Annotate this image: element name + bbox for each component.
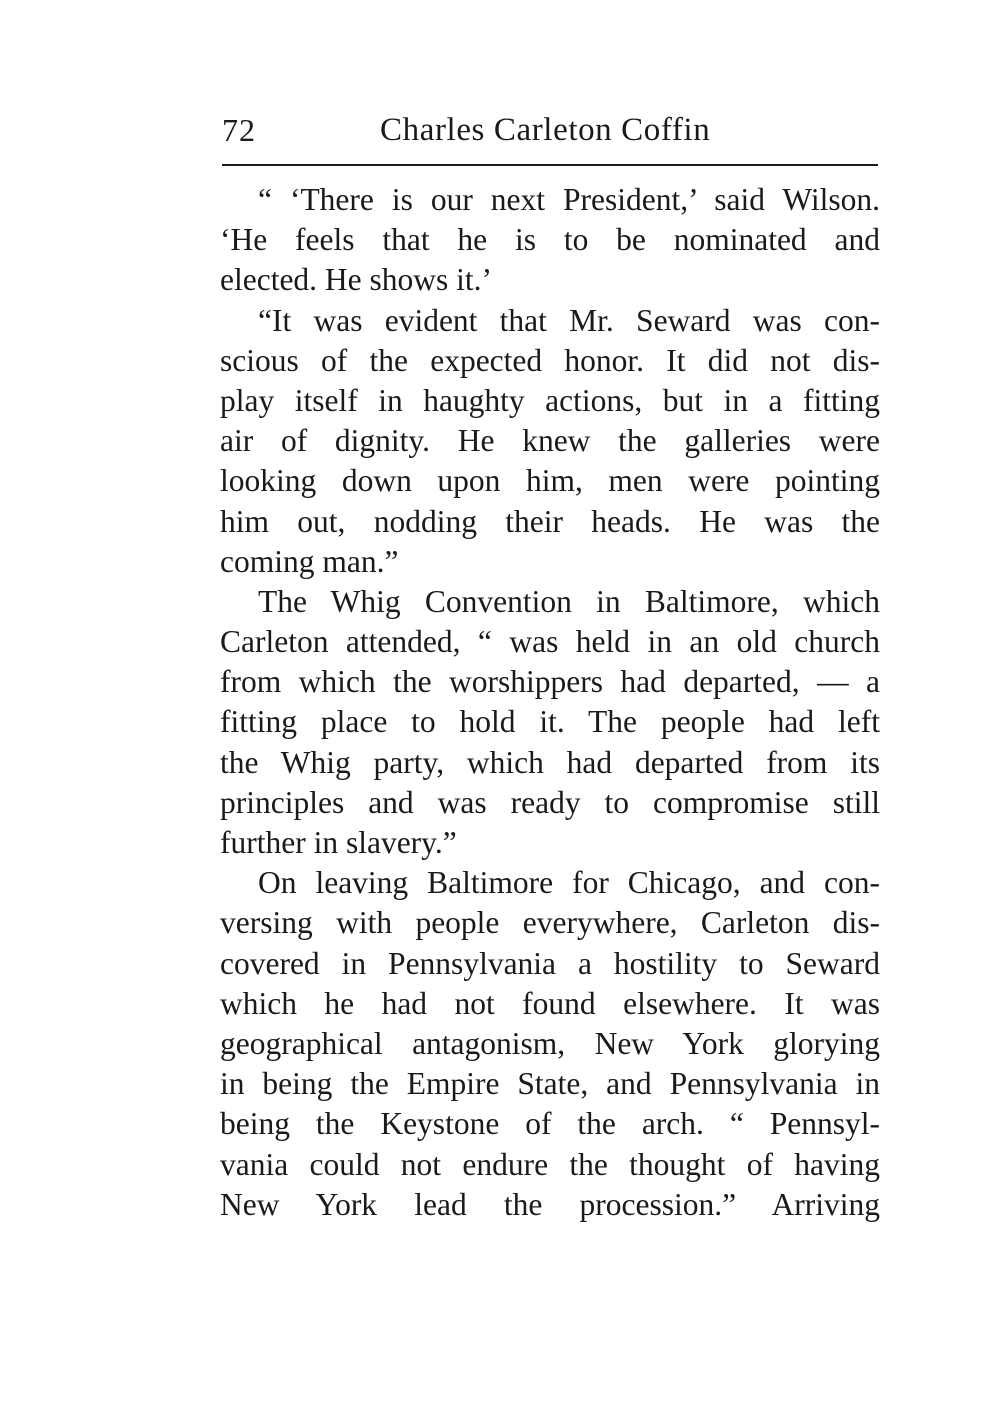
text-line: Carleton attended, “ was held in an old church [220, 624, 880, 660]
text-line: looking down upon him, men were pointing [220, 463, 880, 499]
text-line: versing with people everywhere, Carleton dis- [220, 905, 880, 941]
body-text [220, 180, 880, 1225]
text-line: ‘He feels that he is to be nominated and [220, 222, 880, 258]
text-line: fitting place to hold it. The people had left [220, 704, 880, 740]
text-line: The Whig Convention in Baltimore, which [258, 583, 880, 619]
text-line: geographical antagonism, New York glorying [220, 1025, 880, 1061]
page-number: 72 [222, 112, 256, 148]
running-title: Charles Carleton Coffin [380, 112, 711, 148]
text-line: play itself in haughty actions, but in a fitting [220, 382, 880, 418]
header-rule [222, 164, 878, 166]
text-line: covered in Pennsylvania a hostility to Seward [220, 945, 880, 981]
text-line: coming man.” [220, 543, 399, 579]
text-line: principles and was ready to compromise still [220, 784, 880, 820]
text-line: “ ‘There is our next President,’ said Wilson. [258, 182, 880, 217]
running-head [222, 108, 878, 156]
text-line: elected. He shows it.’ [220, 262, 493, 298]
text-line: vania could not endure the thought of having [220, 1146, 880, 1182]
text-line: being the Keystone of the arch. “ Pennsyl- [220, 1106, 880, 1142]
text-line: further in slavery.” [220, 825, 457, 860]
text-line: in being the Empire State, and Pennsylvania in [220, 1066, 880, 1102]
text-line: from which the worshippers had departed, — a [220, 664, 880, 700]
text-line: “It was evident that Mr. Seward was con- [258, 302, 880, 338]
text-line: him out, nodding their heads. He was the [220, 503, 880, 539]
text-line: which he had not found elsewhere. It was [220, 985, 880, 1021]
text-line: On leaving Baltimore for Chicago, and con- [258, 865, 880, 901]
text-line: scious of the expected honor. It did not dis- [220, 342, 880, 378]
text-line: the Whig party, which had departed from its [220, 744, 880, 780]
text-line: New York lead the procession.” Arriving [220, 1186, 880, 1222]
text-line: air of dignity. He knew the galleries were [220, 423, 880, 459]
